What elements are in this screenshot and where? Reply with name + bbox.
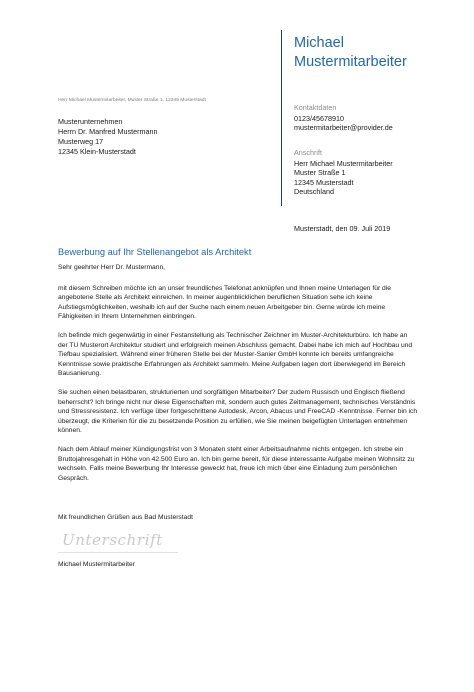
- name-first: Michael: [294, 35, 344, 51]
- address-label: Anschrift: [294, 148, 322, 157]
- recipient-block: [58, 117, 157, 157]
- recipient-line: Musterweg 17: [58, 136, 104, 146]
- letter-date: Musterstadt, den 09. Juli 2019: [294, 224, 391, 233]
- letter-subject: Bewerbung auf Ihr Stellenangebot als Architekt: [58, 247, 252, 257]
- address-line: Deutschland: [294, 186, 334, 196]
- contact-email: mustermitarbeiter@provider.de: [294, 123, 393, 133]
- applicant-name: [294, 34, 407, 72]
- closing-line: Mit freundlichen Grüßen aus Bad Musterstadt: [58, 514, 193, 521]
- address-line: Muster Straße 1: [294, 168, 346, 178]
- sender-return-line: Herr Michael Mustermitarbeiter, Muster Straße 1, 12345 Musterstadt: [58, 98, 206, 103]
- body-paragraph: Sie suchen einen belastbaren, strukturierten und sorgfältigen Mitarbeiter? Der zudem Russisch und Englisch fließend beherrscht? Ich bringe nicht nur diese Eigenschaften mit, sondern auch gutes Zeitmanagement, technisches Verständnis und Stressresistenz. Ich verfüge über fortgeschrittene Autodesk, Arcon, Abacus und FreeCAD -Kenntnisse. Ferner bin ich überzeugt, die Kriterien für die zu besetzende Position zu erfüllen, wie Sie meinen beigefügten Unterlagen entnehmen können.: [58, 388, 418, 435]
- body-paragraph: Nach dem Ablauf meiner Kündigungsfrist von 3 Monaten steht einer Arbeitsaufnahme nichts entgegen. Ich strebe ein Bruttojahresgehalt in Höhe von 42.500 Euro an. Ich bin gerne bereit, für diese interessante Aufgabe meinen Wohnsitz zu wechseln. Falls meine Bewerbung Ihr Interesse geweckt hat, freue ich mich über eine Einladung zum persönlichen Gespräch.: [58, 445, 415, 482]
- contact-phone: 0123/45678910: [294, 114, 344, 123]
- address-line: Herr Michael Mustermitarbeiter: [294, 159, 393, 168]
- body-paragraph: Ich befinde mich gegenwärtig in einer Festanstellung als Technischer Zeichner im Muster-Architekturbüro. Ich habe an der TU Musterort Architektur studiert und erfolgreich meinen Abschluss gemacht. Dabei habe ich mich auf Hochbau und Tiefbau spezialisiert. Während einer früheren Stelle bei der Muster-Sanier GmbH konnte ich bereits umfangreiche Kenntnisse sowie praktische Erfahrungen als Architekt sammeln. Meine Aufgaben lagen dort überwiegend im Bereich Bausanierung.: [58, 331, 413, 378]
- signer-name: Michael Mustermitarbeiter: [58, 561, 135, 568]
- address-line: 12345 Musterstadt: [294, 177, 354, 187]
- address-block: [294, 159, 393, 196]
- salutation: Sehr geehrter Herr Dr. Mustermann,: [58, 264, 166, 271]
- signature-placeholder: Unterschrift: [62, 531, 163, 549]
- recipient-line: Herrn Dr. Manfred Mustermann: [58, 126, 158, 136]
- contact-label: Kontaktdaten: [294, 103, 337, 112]
- header-divider: [281, 30, 282, 206]
- contact-block: [294, 114, 393, 133]
- recipient-line: 12345 Klein-Musterstadt: [58, 146, 136, 156]
- recipient-line: Musterunternehmen: [58, 117, 123, 126]
- name-last: Mustermitarbeiter: [294, 54, 407, 70]
- letter-body: [58, 263, 418, 492]
- signature-line: [58, 552, 178, 553]
- body-paragraph: mit diesem Schreiben möchte ich an unser freundliches Telefonat anknüpfen und Ihnen meine Unterlagen für die angebotene Stelle als Architekt einreichen. In meiner augenblicklichen beruflichen Situation sehe ich keine Aufstiegsmöglichkeiten, weshalb ich auf der Suche nach einem neuen Arbeitgeber bin. Gerne würde ich meine Fähigkeiten in Ihrem Unternehmen einbringen.: [58, 284, 391, 321]
